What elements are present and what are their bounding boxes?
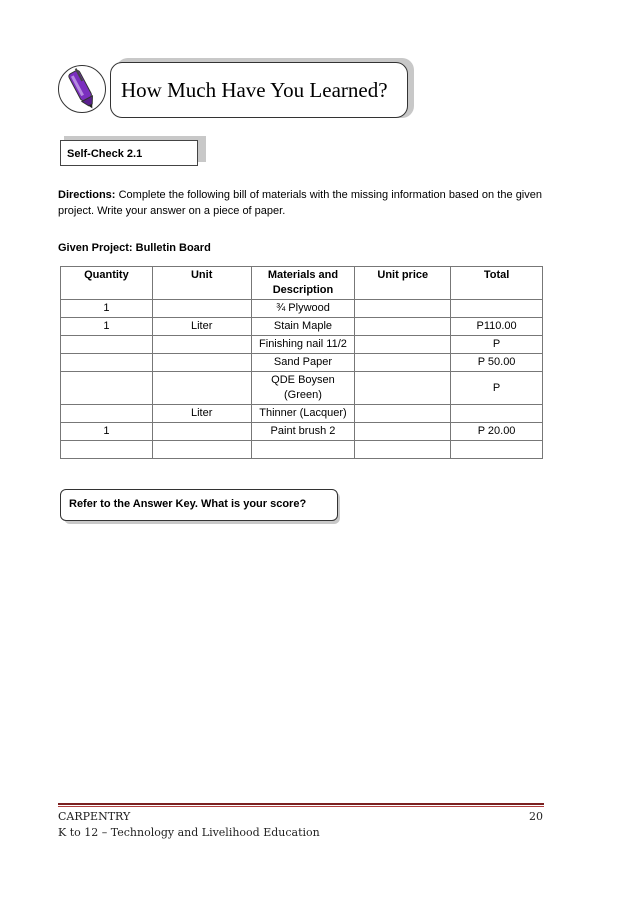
given-project: Given Project: Bulletin Board [58, 242, 211, 254]
cell-total [451, 300, 543, 318]
table-row [61, 405, 543, 423]
cell-material: Sand Paper [251, 354, 355, 372]
header-quantity: Quantity [61, 267, 153, 300]
cell-unit-price [355, 336, 451, 354]
header-total: Total [451, 267, 543, 300]
directions [58, 187, 542, 219]
cell-material: Paint brush 2 [251, 423, 355, 441]
cell-unit [152, 423, 251, 441]
table-row [61, 372, 543, 405]
cell-quantity: 1 [61, 318, 153, 336]
cell-material: QDE Boysen (Green) [251, 372, 355, 405]
cell-total [451, 441, 543, 459]
table-row [61, 423, 543, 441]
table-row [61, 300, 543, 318]
cell-quantity [61, 405, 153, 423]
page-number: 20 [529, 810, 543, 823]
cell-unit-price [355, 372, 451, 405]
cell-unit [152, 441, 251, 459]
directions-text: Complete the following bill of materials with the missing information based on the given project. Write your answer on a piece of paper. [58, 189, 542, 217]
title-banner [110, 62, 408, 118]
cell-unit-price [355, 300, 451, 318]
cell-quantity [61, 336, 153, 354]
cell-unit-price [355, 423, 451, 441]
cell-total: P110.00 [451, 318, 543, 336]
header-unit: Unit [152, 267, 251, 300]
cell-unit: Liter [152, 405, 251, 423]
cell-quantity [61, 354, 153, 372]
cell-unit [152, 300, 251, 318]
bill-of-materials-table [60, 266, 543, 459]
cell-material: Thinner (Lacquer) [251, 405, 355, 423]
cell-quantity: 1 [61, 300, 153, 318]
cell-total: P [451, 372, 543, 405]
header-unit-price: Unit price [355, 267, 451, 300]
cell-material [251, 441, 355, 459]
footer-divider-thin [58, 806, 544, 807]
footer-divider [58, 803, 544, 805]
cell-unit-price [355, 354, 451, 372]
cell-total: P 20.00 [451, 423, 543, 441]
cell-material: Finishing nail 11/2 [251, 336, 355, 354]
footer-program: K to 12 – Technology and Livelihood Education [58, 826, 320, 839]
cell-quantity: 1 [61, 423, 153, 441]
table-row [61, 318, 543, 336]
cell-quantity [61, 372, 153, 405]
cell-unit: Liter [152, 318, 251, 336]
cell-material: ¾ Plywood [251, 300, 355, 318]
table-row [61, 336, 543, 354]
cell-unit-price [355, 441, 451, 459]
pen-icon [58, 65, 106, 113]
header-materials: Materials and Description [251, 267, 355, 300]
cell-unit [152, 372, 251, 405]
pen-icon-graphic [59, 66, 105, 112]
directions-label: Directions: [58, 189, 116, 201]
table-row [61, 354, 543, 372]
self-check-label: Self-Check 2.1 [60, 140, 198, 166]
cell-unit-price [355, 405, 451, 423]
table-row [61, 441, 543, 459]
cell-quantity [61, 441, 153, 459]
cell-unit [152, 354, 251, 372]
cell-unit [152, 336, 251, 354]
page-title: How Much Have You Learned? [121, 77, 388, 102]
cell-total: P 50.00 [451, 354, 543, 372]
cell-total [451, 405, 543, 423]
cell-total: P [451, 336, 543, 354]
cell-unit-price [355, 318, 451, 336]
cell-material: Stain Maple [251, 318, 355, 336]
footer-subject: CARPENTRY [58, 810, 131, 823]
answer-key-prompt: Refer to the Answer Key. What is your score? [60, 489, 338, 521]
table-header-row [61, 267, 543, 300]
